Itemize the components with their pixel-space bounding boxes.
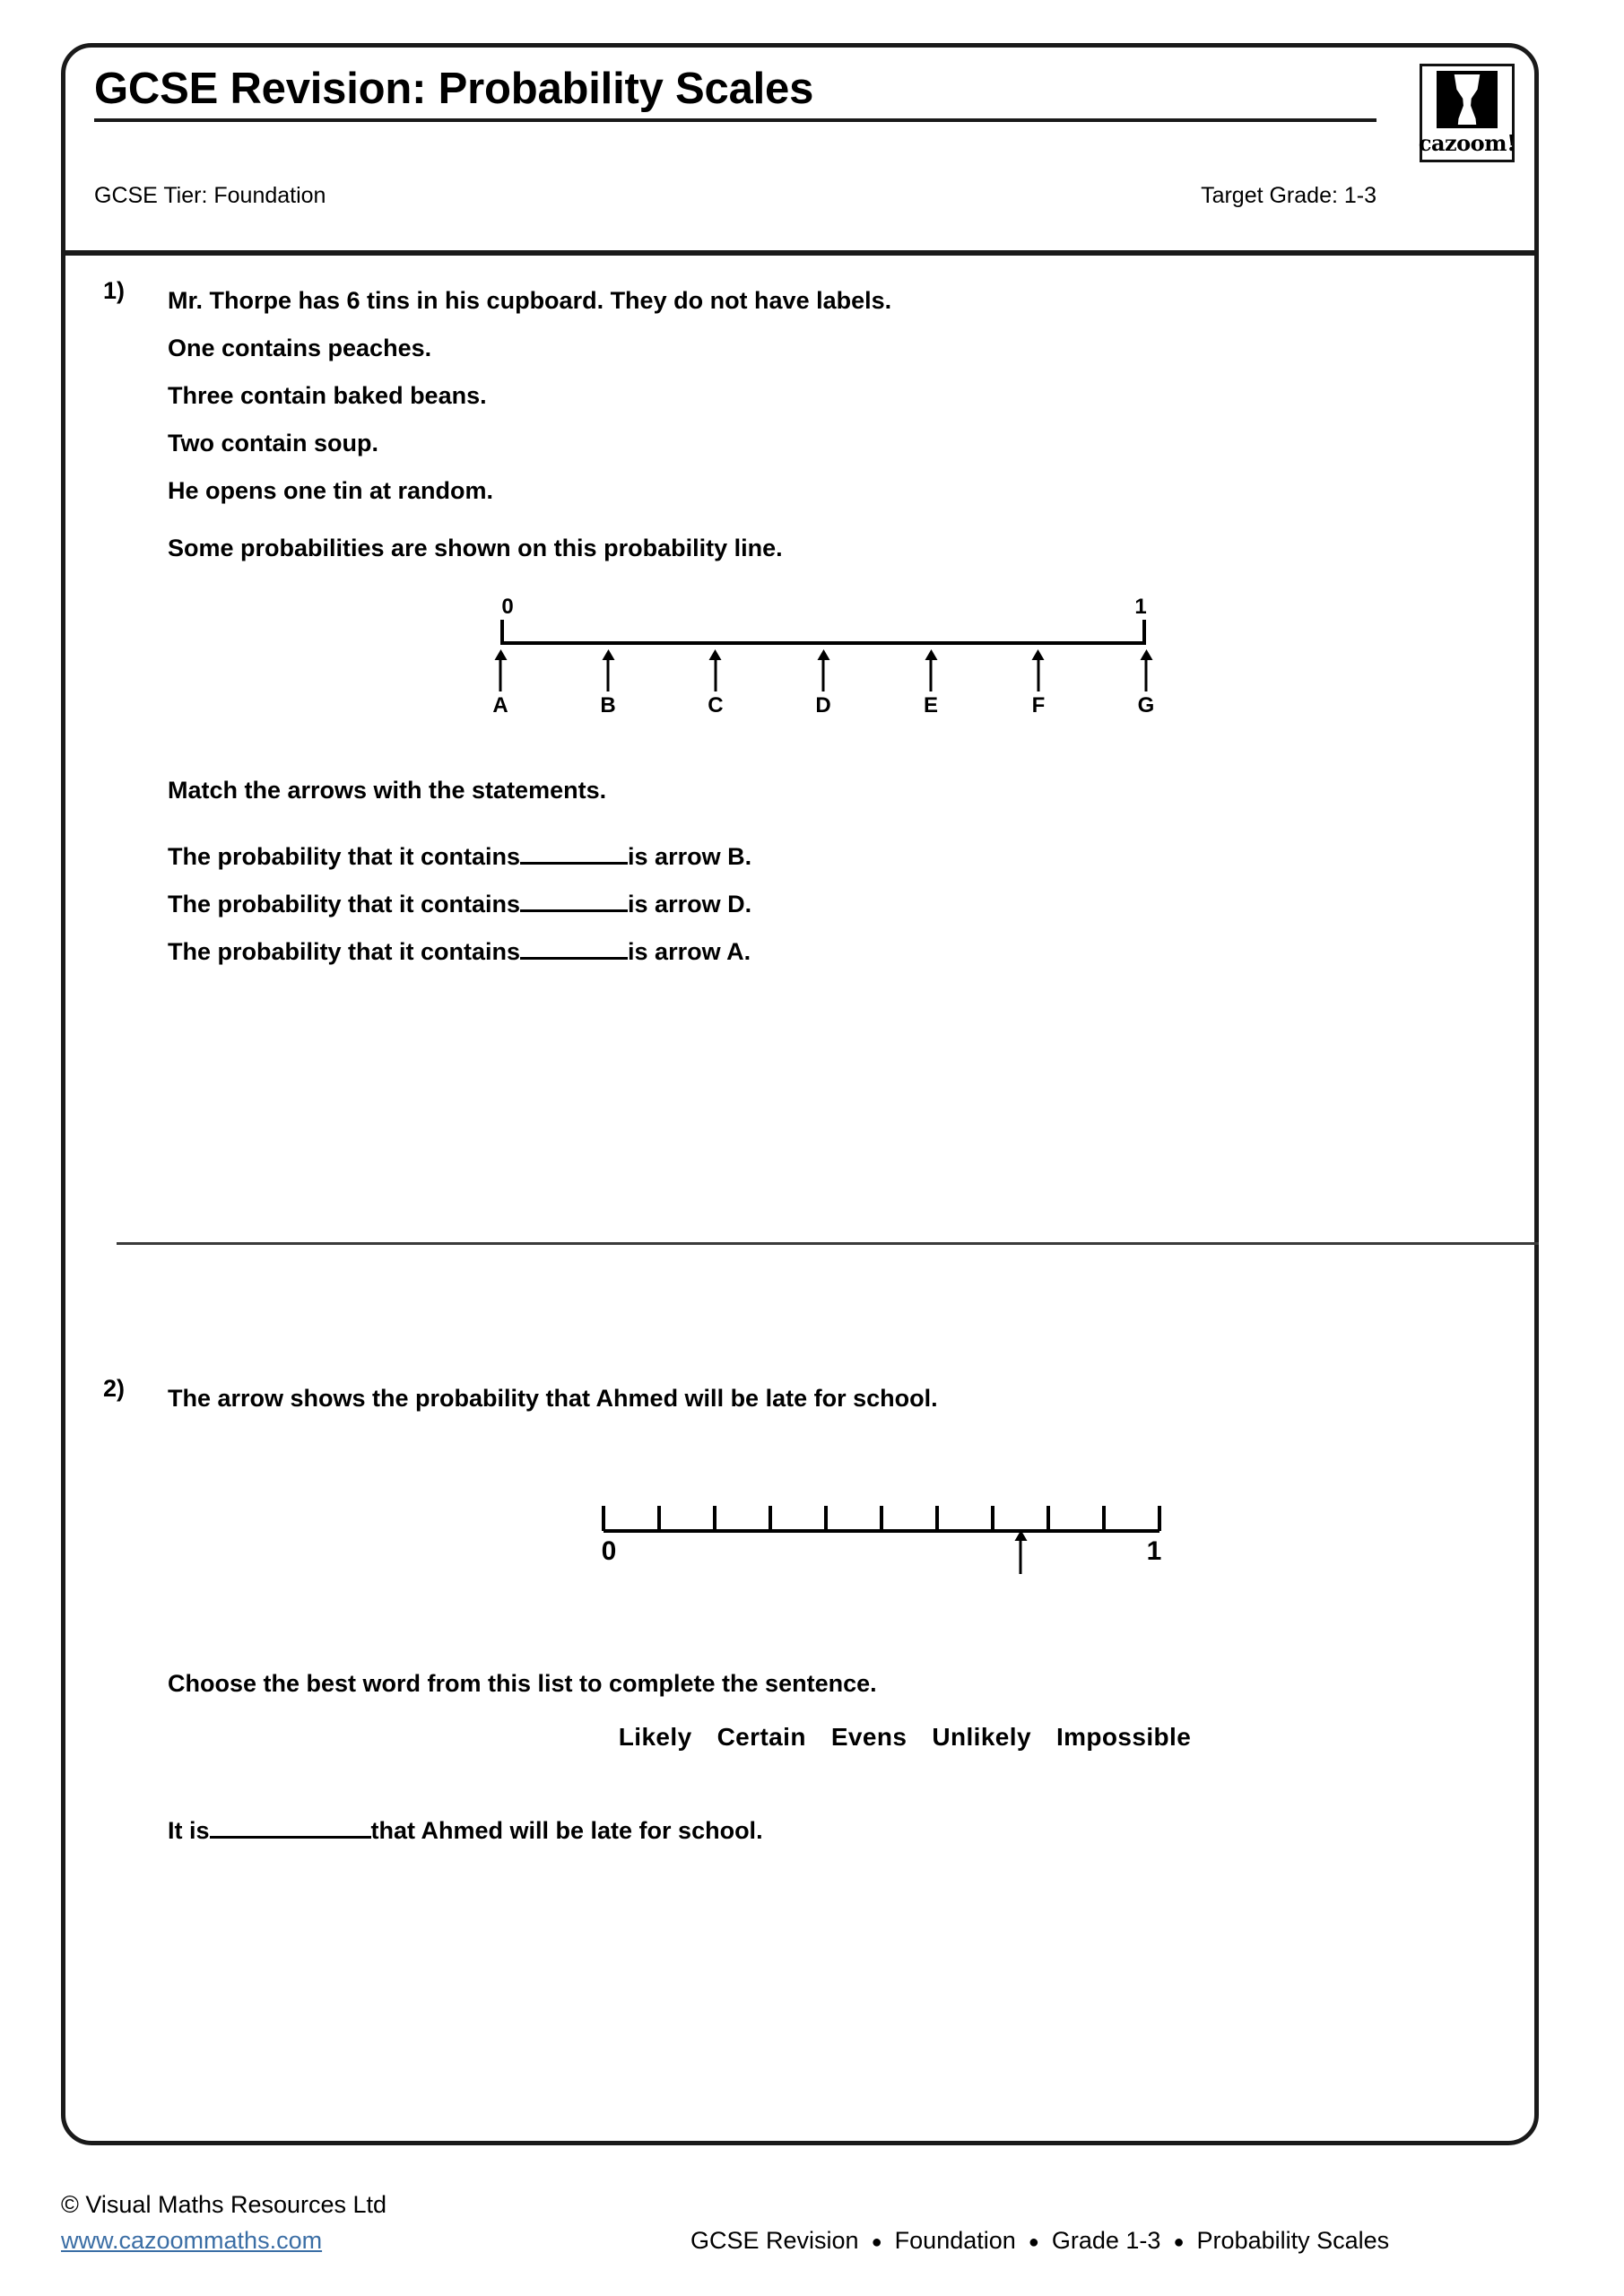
probability-arrow-label-d: D: [815, 693, 831, 718]
statement-1-blank[interactable]: [520, 862, 628, 865]
probability-arrow-e: [930, 657, 933, 691]
scale-tick-9: [1102, 1506, 1106, 1531]
scale-tick-8: [1046, 1506, 1050, 1531]
probability-arrow-d: [822, 657, 825, 691]
question-1-line-5: He opens one tin at random.: [168, 477, 494, 504]
question-2-choose-instruction: Choose the best word from this list to complete the sentence.: [168, 1670, 877, 1697]
breadcrumb-separator: ●: [871, 2231, 882, 2252]
axis-end-tick-right: [1142, 620, 1146, 645]
scale-tick-3: [769, 1506, 772, 1531]
title-block: [94, 67, 1412, 122]
question-1-line-2: One contains peaches.: [168, 335, 432, 361]
worksheet-content: [65, 256, 1534, 2141]
probability-scale-ticks: [601, 1492, 1162, 1581]
breadcrumb-separator: ●: [1173, 2231, 1185, 2252]
scale-label-zero: 0: [601, 1536, 617, 1566]
scale-tick-0: [602, 1506, 605, 1531]
vase-shape: [1452, 74, 1482, 125]
question-1-line-3: Three contain baked beans.: [168, 382, 487, 409]
site-url-link[interactable]: www.cazoommaths.com: [61, 2227, 323, 2254]
question-2-word-list-wrap: [168, 1723, 1498, 1752]
axis-end-tick-left: [500, 620, 504, 645]
question-1-statements: [168, 833, 1498, 976]
question-1-prompt-wrap: [168, 525, 1498, 572]
answer-prefix: It is: [168, 1817, 210, 1844]
question-2-answer-sentence: [168, 1807, 1498, 1855]
word-option-unlikely[interactable]: Unlikely: [932, 1723, 1031, 1751]
question-divider: [117, 1242, 1539, 1245]
logo-wordmark: cazoom!: [1418, 130, 1516, 156]
probability-arrow-label-a: A: [492, 693, 508, 718]
statement-2-prefix: The probability that it contains: [168, 891, 521, 918]
statement-1-suffix: is arrow B.: [628, 843, 752, 870]
probability-arrow-label-c: C: [708, 693, 724, 718]
breadcrumb-item-3: Probability Scales: [1196, 2227, 1390, 2254]
breadcrumb-item-2: Grade 1-3: [1051, 2227, 1161, 2254]
question-1-prompt: Some probabilities are shown on this probability line.: [168, 535, 783, 561]
answer-blank[interactable]: [210, 1836, 371, 1839]
scale-tick-2: [713, 1506, 716, 1531]
probability-line-arrows: [492, 595, 1155, 718]
axis-label-zero: 0: [501, 595, 514, 619]
word-option-likely[interactable]: Likely: [618, 1723, 692, 1751]
statement-1-prefix: The probability that it contains: [168, 843, 521, 870]
copyright-text: © Visual Maths Resources Ltd: [61, 2191, 387, 2218]
word-list: [168, 1723, 1498, 1752]
question-2-stem: The arrow shows the probability that Ahmed will be late for school.: [168, 1385, 938, 1412]
probability-arrow-label-g: G: [1137, 693, 1155, 718]
question-2-stem-wrap: [168, 1375, 1498, 1422]
worksheet-footer: [0, 2170, 1624, 2296]
probability-arrow-label-b: B: [600, 693, 616, 718]
scale-tick-6: [935, 1506, 939, 1531]
question-1-match-wrap: [168, 767, 1498, 814]
worksheet-header: [65, 48, 1534, 256]
answer-suffix: that Ahmed will be late for school.: [370, 1817, 763, 1844]
probability-arrow-label-f: F: [1031, 693, 1046, 718]
probability-arrow-label-e: E: [924, 693, 939, 718]
question-2-choose-wrap: [168, 1660, 1498, 1708]
word-option-certain[interactable]: Certain: [716, 1723, 806, 1751]
title-underline: [94, 118, 1376, 122]
word-option-impossible[interactable]: Impossible: [1055, 1723, 1192, 1751]
question-2-number: 2): [103, 1375, 126, 1402]
cazoom-logo: [1420, 64, 1515, 162]
probability-marker-arrow: [1020, 1538, 1022, 1574]
worksheet-page-frame: [61, 43, 1539, 2145]
header-meta-row: [94, 184, 1376, 209]
statement-3-prefix: The probability that it contains: [168, 938, 521, 965]
question-2-answer-wrap: [168, 1807, 1498, 1855]
question-1-line-1: Mr. Thorpe has 6 tins in his cupboard. They do not have labels.: [168, 287, 892, 314]
scale-tick-7: [991, 1506, 994, 1531]
question-1-statement-1: [168, 833, 1498, 881]
statement-2-blank[interactable]: [520, 909, 628, 912]
scale-tick-4: [824, 1506, 828, 1531]
axis-label-one: 1: [1134, 595, 1147, 619]
breadcrumb: [690, 2222, 1389, 2260]
probability-arrow-f: [1037, 657, 1039, 691]
question-1-statement-3: [168, 928, 1498, 976]
logo-vase-icon: [1437, 71, 1498, 128]
scale-tick-10: [1158, 1506, 1161, 1531]
scale-tick-5: [880, 1506, 883, 1531]
question-1-statement-2: [168, 881, 1498, 928]
question-1-match-instruction: Match the arrows with the statements.: [168, 777, 607, 804]
question-1-line-4: Two contain soup.: [168, 430, 378, 457]
statement-3-suffix: is arrow A.: [628, 938, 751, 965]
tier-label: GCSE Tier: Foundation: [94, 183, 326, 208]
breadcrumb-item-0: GCSE Revision: [690, 2227, 859, 2254]
question-1-body: [168, 277, 1498, 515]
probability-arrow-g: [1145, 657, 1148, 691]
target-grade-label: Target Grade: 1-3: [1201, 183, 1376, 208]
probability-arrow-b: [607, 657, 610, 691]
probability-line-axis: [500, 641, 1146, 645]
statement-2-suffix: is arrow D.: [628, 891, 752, 918]
probability-arrow-c: [714, 657, 716, 691]
probability-arrow-a: [499, 657, 502, 691]
statement-3-blank[interactable]: [520, 957, 628, 960]
scale-tick-1: [657, 1506, 661, 1531]
page-title: GCSE Revision: Probability Scales: [94, 65, 814, 113]
word-option-evens[interactable]: Evens: [830, 1723, 908, 1751]
scale-label-one: 1: [1146, 1536, 1162, 1566]
question-1-number: 1): [103, 277, 126, 304]
breadcrumb-separator: ●: [1028, 2231, 1039, 2252]
breadcrumb-item-1: Foundation: [894, 2227, 1016, 2254]
